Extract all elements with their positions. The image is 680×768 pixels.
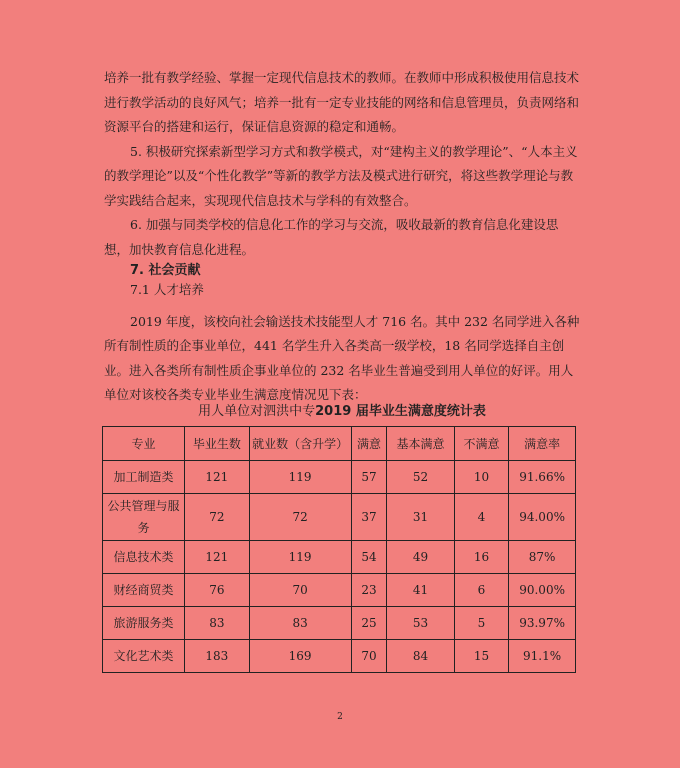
table-row — [103, 607, 576, 640]
table-cell: 41 — [387, 574, 454, 607]
table-cell: 加工制造类 — [103, 461, 185, 494]
table-cell: 31 — [387, 494, 454, 541]
table-cell: 70 — [351, 640, 387, 673]
table-title-prefix: 用人单位对泗洪中专 — [198, 404, 316, 419]
table-cell: 90.00% — [509, 574, 576, 607]
table-cell: 37 — [351, 494, 387, 541]
table-cell: 119 — [249, 461, 351, 494]
table-cell: 84 — [387, 640, 454, 673]
paragraph-item-5: 5. 积极研究探索新型学习方式和教学模式，对“建构主义的教学理论”、“人本主义的教学理论”以及“个性化教学”等新的教学方法及模式进行研究，将这些教学理论与教学实践结合起来，实现现代信息技术与学科的有效整合。 — [104, 143, 578, 208]
table-cell: 49 — [387, 541, 454, 574]
table-cell: 87% — [509, 541, 576, 574]
table-cell: 91.1% — [509, 640, 576, 673]
table-header-row — [103, 427, 576, 461]
table-cell: 94.00% — [509, 494, 576, 541]
table-cell: 52 — [387, 461, 454, 494]
page-number: 2 — [337, 712, 343, 722]
table-cell: 54 — [351, 541, 387, 574]
table-cell: 10 — [454, 461, 509, 494]
table-cell: 23 — [351, 574, 387, 607]
table-cell: 公共管理与服务 — [103, 494, 185, 541]
table-cell: 72 — [249, 494, 351, 541]
header-cell: 毕业生数 — [185, 427, 249, 461]
header-cell: 就业数（含升学） — [249, 427, 351, 461]
table-cell: 83 — [185, 607, 249, 640]
table-row — [103, 574, 576, 607]
table-cell: 16 — [454, 541, 509, 574]
table-cell: 文化艺术类 — [103, 640, 185, 673]
table-cell: 93.97% — [509, 607, 576, 640]
table-cell: 91.66% — [509, 461, 576, 494]
paragraph-item-6: 6. 加强与同类学校的信息化工作的学习与交流，吸收最新的教育信息化建设思想，加快教育信息化进程。 — [104, 217, 559, 257]
table-cell: 169 — [249, 640, 351, 673]
header-cell: 不满意 — [454, 427, 509, 461]
table-cell: 183 — [185, 640, 249, 673]
paragraph-talent: 2019 年度，该校向社会输送技术技能型人才 716 名。其中 232 名同学进入各种所有制性质的企事业单位，441 名学生升入各类高一级学校，18 名同学选择自主创业。进入各类所有制性质企事业单位的 232 名毕业生普遍受到用人单位的好评。用人单位对该校各类专业毕业生满意度情况见下表： — [104, 313, 580, 402]
table-cell: 57 — [351, 461, 387, 494]
table-cell: 72 — [185, 494, 249, 541]
table-cell: 15 — [454, 640, 509, 673]
table-cell: 53 — [387, 607, 454, 640]
table-title-bold: 2019 届毕业生满意度统计表 — [315, 404, 486, 419]
table-title — [104, 400, 580, 419]
table-cell: 76 — [185, 574, 249, 607]
table-row — [103, 461, 576, 494]
body-text — [104, 66, 580, 262]
satisfaction-table — [102, 426, 576, 673]
table-cell: 121 — [185, 461, 249, 494]
table-cell: 25 — [351, 607, 387, 640]
table-cell: 5 — [454, 607, 509, 640]
table-cell: 旅游服务类 — [103, 607, 185, 640]
table-cell: 121 — [185, 541, 249, 574]
table-row — [103, 541, 576, 574]
header-cell: 满意 — [351, 427, 387, 461]
subsection-heading-7-1: 7.1 人才培养 — [130, 282, 204, 297]
table-cell: 财经商贸类 — [103, 574, 185, 607]
table-cell: 信息技术类 — [103, 541, 185, 574]
table-row — [103, 640, 576, 673]
table-cell: 4 — [454, 494, 509, 541]
header-cell: 满意率 — [509, 427, 576, 461]
table-row — [103, 494, 576, 541]
table-cell: 83 — [249, 607, 351, 640]
table-cell: 6 — [454, 574, 509, 607]
section-heading-7: 7. 社会贡献 — [130, 263, 201, 278]
table-cell: 70 — [249, 574, 351, 607]
header-cell: 专业 — [103, 427, 185, 461]
paragraph-teachers: 培养一批有教学经验、掌握一定现代信息技术的教师。在教师中形成积极使用信息技术进行教学活动的良好风气；培养一批有一定专业技能的网络和信息管理员，负责网络和资源平台的搭建和运行，保证信息资源的稳定和通畅。 — [104, 70, 580, 134]
table-cell: 119 — [249, 541, 351, 574]
header-cell: 基本满意 — [387, 427, 454, 461]
